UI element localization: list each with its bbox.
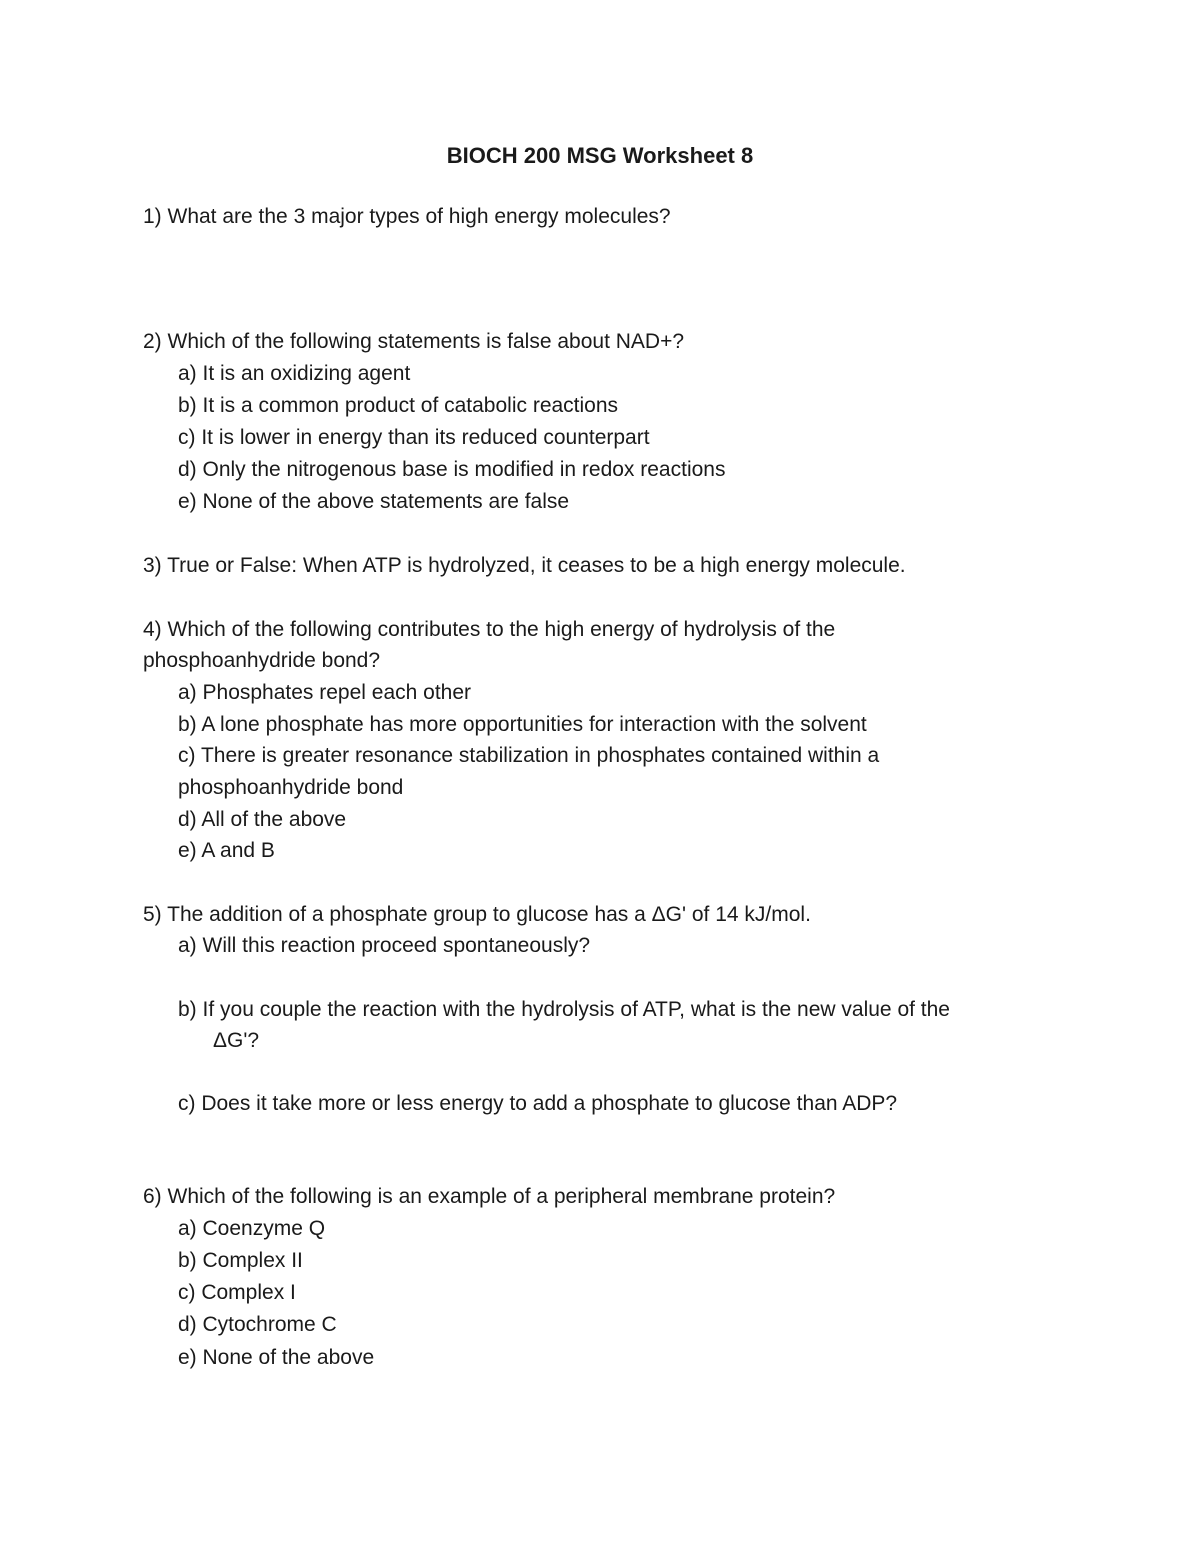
question-4-option-c: c) There is greater resonance stabilization in phosphates contained within a	[178, 744, 880, 767]
question-5-part-b-line-1: b) If you couple the reaction with the hydrolysis of ATP, what is the new value of the	[178, 998, 950, 1021]
question-6-option-e: e) None of the above	[178, 1346, 375, 1369]
question-2-option-e: e) None of the above statements are false	[178, 490, 570, 513]
question-6-option-d: d) Cytochrome C	[178, 1313, 337, 1336]
question-5-part-b-line-2: ΔG'?	[213, 1029, 260, 1052]
question-4-option-e: e) A and B	[178, 839, 275, 862]
question-2-option-b: b) It is a common product of catabolic reactions	[178, 394, 619, 417]
question-4-option-b: b) A lone phosphate has more opportunities for interaction with the solvent	[178, 713, 867, 736]
question-3: 3) True or False: When ATP is hydrolyzed, it ceases to be a high energy molecule.	[143, 554, 906, 577]
question-2-option-d: d) Only the nitrogenous base is modified in redox reactions	[178, 458, 726, 481]
question-2: 2) Which of the following statements is false about NAD+?	[143, 330, 685, 353]
question-6-option-a: a) Coenzyme Q	[178, 1217, 326, 1240]
question-6-option-b: b) Complex II	[178, 1249, 303, 1272]
page-title: BIOCH 200 MSG Worksheet 8	[446, 143, 754, 168]
question-4-option-c-continued: phosphoanhydride bond	[178, 776, 404, 799]
question-2-option-a: a) It is an oxidizing agent	[178, 362, 411, 385]
question-1: 1) What are the 3 major types of high energy molecules?	[143, 205, 671, 228]
question-4-option-d: d) All of the above	[178, 808, 347, 831]
question-5-part-c: c) Does it take more or less energy to add a phosphate to glucose than ADP?	[178, 1092, 898, 1115]
question-5-part-a: a) Will this reaction proceed spontaneously?	[178, 934, 591, 957]
question-5: 5) The addition of a phosphate group to glucose has a ΔG' of 14 kJ/mol.	[143, 903, 811, 926]
question-4-option-a: a) Phosphates repel each other	[178, 681, 472, 704]
question-2-option-c: c) It is lower in energy than its reduced counterpart	[178, 426, 650, 449]
question-6-option-c: c) Complex I	[178, 1281, 296, 1304]
question-4-line-1: 4) Which of the following contributes to the high energy of hydrolysis of the	[143, 618, 836, 641]
question-4-line-2: phosphoanhydride bond?	[143, 649, 381, 672]
question-6: 6) Which of the following is an example of a peripheral membrane protein?	[143, 1185, 836, 1208]
